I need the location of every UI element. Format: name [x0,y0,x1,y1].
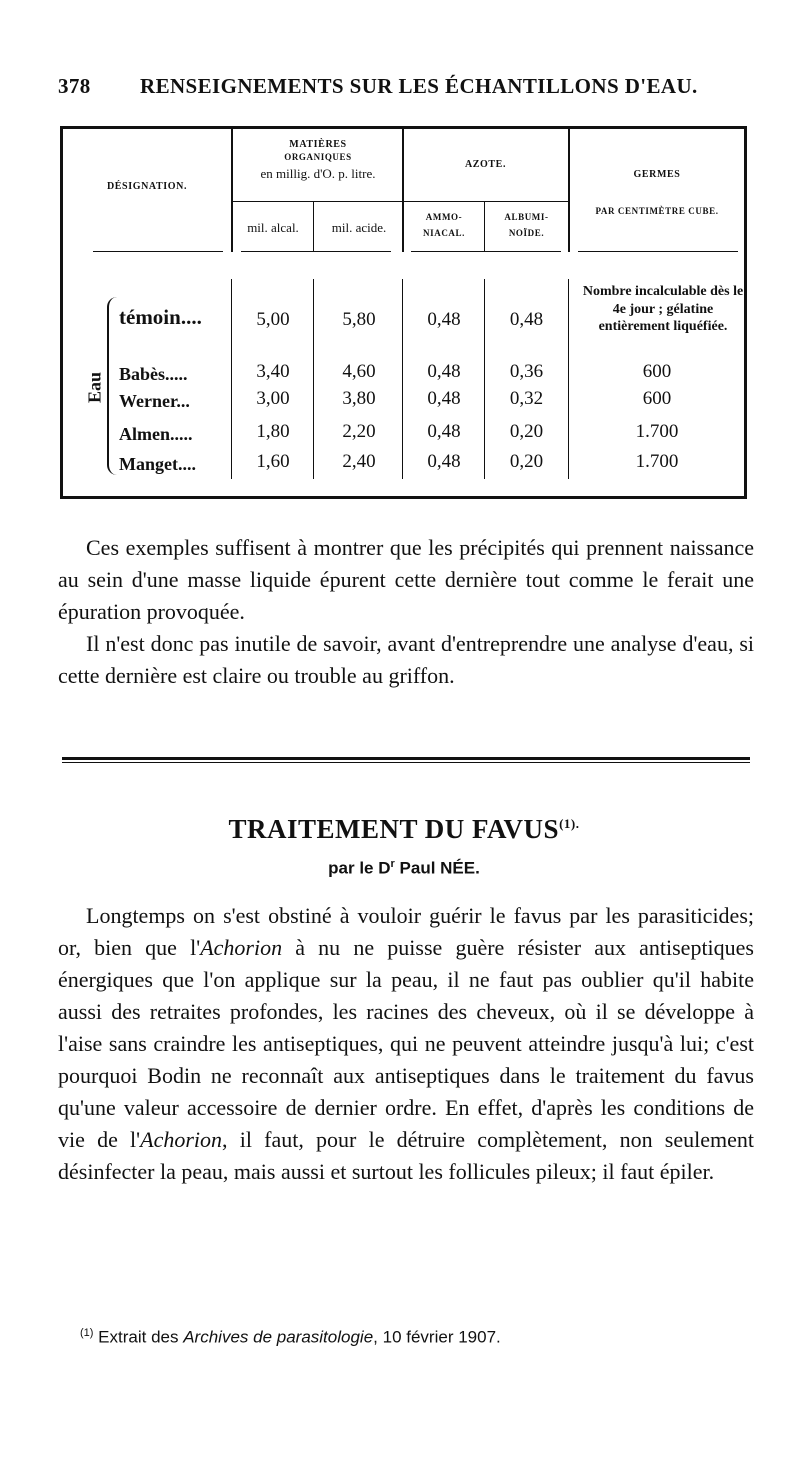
cell-ammo: 0,48 [427,421,461,442]
cell-album: 0,48 [509,309,544,330]
cell-acide: 5,80 [342,309,376,330]
group-label-eau: Eau [84,371,105,404]
header-azote: AZOTE. [464,159,507,170]
header-germes: GERMES [633,169,681,180]
header-rule [93,251,223,252]
header-organiques: ORGANIQUES [284,152,352,162]
cell-alcal: 1,80 [256,421,290,442]
closing-paragraphs [58,532,754,692]
section-divider-thin [62,762,750,763]
cell-germes: 1.700 [635,451,679,472]
header-rule [403,201,568,202]
body-divider [568,279,569,479]
header-rule [232,201,402,202]
header-album-2: NOÏDE. [508,228,545,238]
cell-album: 0,36 [509,361,544,382]
row-label: Almen..... [119,424,193,444]
cell-germes: 600 [642,361,672,382]
cell-alcal: 5,00 [256,309,290,330]
header-alcal: mil. alcal. [247,220,299,235]
cell-germes: 1.700 [635,421,679,442]
section-divider [62,757,750,760]
cell-ammo: 0,48 [427,309,461,330]
paragraph: Ces exemples suffisent à montrer que les précipités qui prennent naissance au sein d'une masse liquide épurent cette dernière tout comme le ferait une épuration provoquée. [58,535,754,624]
cell-ammo: 0,48 [427,361,461,382]
article-title [58,814,750,845]
body-divider [313,279,314,479]
page-number: 378 [58,74,91,98]
cell-alcal: 3,00 [256,388,290,409]
header-album: ALBUMI- [504,212,549,222]
cell-album: 0,20 [509,451,544,472]
cell-album: 0,20 [509,421,544,442]
cell-acide: 3,80 [342,388,376,409]
author-name: Paul NÉE. [399,858,480,878]
footnote-source: Archives de parasitologie [183,1327,374,1347]
achorion-term: Achorion [140,1127,223,1152]
footnote-date: , 10 février 1907. [373,1327,501,1347]
body-text: , il faut, pour le détruire complètement, non seulement désinfecter la peau, mais aussi et surtout les follicules pileux; il faut épiler. [58,1127,754,1184]
cell-germes-note: Nombre incalculable dès le 4e jour ; gélatine entièrement liquéfiée. [582,284,744,334]
footnote [80,1327,740,1348]
cell-alcal: 3,40 [256,361,290,382]
footnote-mark: (1) [80,1327,94,1339]
header-germes-sub: PAR CENTIMÈTRE CUBE. [595,206,719,216]
header-ammo: AMMO- [425,212,463,222]
article-body [58,900,754,1188]
article-title-text: TRAITEMENT DU FAVUS [228,814,560,844]
cell-acide: 4,60 [342,361,376,382]
paragraph [58,900,754,1188]
body-text: Longtemps on s'est obstiné à vouloir guérir le favus par les parasiticides; or, bien que l' [58,903,754,960]
col-divider [568,129,570,252]
cell-germes: 600 [642,388,672,409]
paragraph: Il n'est donc pas inutile de savoir, avant d'entreprendre une analyse d'eau, si cette dernière est claire ou trouble au griffon. [58,631,754,688]
header-matieres: MATIÈRES [289,139,347,150]
header-milligrams: en millig. d'O. p. litre. [260,166,376,181]
row-label: Babès..... [119,364,188,384]
author-prefix: par le D [328,858,391,878]
col-divider [313,201,314,252]
running-title: RENSEIGNEMENTS SUR LES ÉCHANTILLONS D'EAU. [140,74,698,98]
running-header [58,74,748,108]
header-ammo-2: NIACAL. [423,228,465,238]
body-divider [231,279,232,479]
cell-ammo: 0,48 [427,451,461,472]
header-designation: DÉSIGNATION. [106,181,188,192]
col-divider [484,201,485,252]
row-label: témoin.... [119,305,202,329]
body-text: à nu ne puisse guère résister aux antiseptiques énergiques que l'on applique sur la peau, il ne faut pas oublier qu'il habite aussi des retraites profondes, les racines des cheveux, où il se développe à l'aise sans craindre les antiseptiques, qui ne peuvent atteindre jusqu'à lui; c'est pourquoi Bodin ne reconnaît aux antiseptiques dans le traitement du favus qu'une valeur accessoire de dernier ordre. En effet, d'après les conditions de vie de l' [58,935,754,1152]
cell-acide: 2,20 [342,421,376,442]
achorion-term: Achorion [200,935,283,960]
row-label: Werner... [119,391,190,411]
row-label: Manget.... [119,454,196,474]
cell-acide: 2,40 [342,451,376,472]
author-sup: r [390,858,395,870]
cell-alcal: 1,60 [256,451,290,472]
header-rule [241,251,391,252]
title-footnote-mark: (1). [559,816,580,831]
water-samples-table [60,126,747,499]
footnote-text: Extrait des [93,1327,184,1347]
header-acide: mil. acide. [331,220,387,235]
cell-ammo: 0,48 [427,388,461,409]
header-rule [411,251,561,252]
group-brace [107,297,119,475]
cell-album: 0,32 [509,388,544,409]
header-rule [578,251,738,252]
article-author [58,858,750,879]
